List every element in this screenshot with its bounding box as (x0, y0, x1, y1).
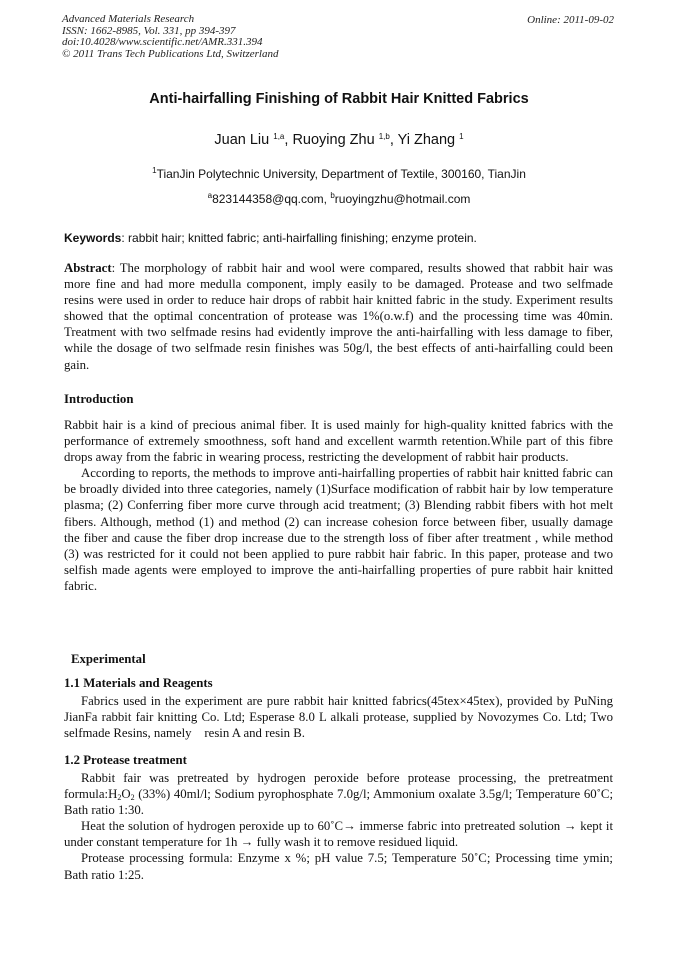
materials-body (64, 693, 617, 741)
protease-body (64, 770, 613, 883)
affiliation: $^1$TianJin Polytechnic University, Department of Textile, 300160, TianJin (152, 166, 526, 181)
subsection-heading-1-2: 1.2 Protease treatment (64, 753, 187, 767)
abstract: Abstract: The morphology of rabbit hair and wool were compared, results showed that rabbit hair was more fine and had more medulla component, imply easily to be damaged. Protease and two selfmade resins were used in order to reduce hair drops of rabbit hair knitted fabric in the study. Experiment results showed that the optimal concentration of protease was 1%(o.w.f) and the processing time was 40min. Treatment with two selfmade resins had evidently improve the anti-hairfalling with less damage to fiber, while the dosage of two selfmade resin finishes was 50g/l, the best effects of anti-hairfalling could been gain. (64, 261, 613, 372)
journal-name: Advanced Materials Research (62, 13, 195, 25)
author-list: Juan Liu $^{1,a}$, Ruoying Zhu $^{1,b}$, Yi Zhang $^1$ (214, 132, 464, 148)
author-emails: $^a$823144358@qq.com, $^b$ruoyingzhu@hotmail.com (207, 191, 471, 206)
keywords-label: Keywords (64, 231, 122, 245)
paragraph: Fabrics used in the experiment are pure rabbit hair knitted fabrics(45tex×45tex), provided by PuNing JianFa rabbit fair knitting Co. Ltd; Esperase 8.0 L alkali protease, supplied by Novozymes Co. Ltd; Two selfmade Resins, namely resin A and resin B. (64, 694, 617, 741)
section-heading-introduction: Introduction (64, 392, 134, 406)
copyright-line: © 2011 Trans Tech Publications Ltd, Switzerland (62, 47, 279, 60)
author-affil-mark: 1,b (378, 132, 390, 141)
paper-title: Anti-hairfalling Finishing of Rabbit Hair Knitted Fabrics (149, 91, 529, 107)
author-name: Juan Liu (214, 132, 270, 148)
author-name: Ruoying Zhu (292, 132, 375, 148)
online-date: Online: 2011-09-02 (527, 14, 614, 26)
author-affil-mark: 1 (459, 132, 464, 141)
introduction-body (64, 417, 613, 594)
paragraph: Heat the solution of hydrogen peroxide up to 60˚C→ immerse fabric into pretreated solution → kept it under constant temperature for 1h → fully wash it to remove residued liquid. (64, 819, 613, 850)
paragraph: Rabbit fair was pretreated by hydrogen peroxide before protease processing, the pretreatment $formula:H_2O_2$ (33%) 40ml/l; Sodium pyrophosphate 7.0g/l; Ammonium oxalate 3.5g/l; Temperature 60˚C; Bath ratio 1:30. (64, 771, 613, 818)
author-name: Yi Zhang (397, 132, 456, 148)
journal-header (62, 14, 278, 60)
keywords: Keywords: rabbit hair; knitted fabric; anti-hairfalling finishing; enzyme protein. (64, 231, 477, 245)
paragraph: According to reports, the methods to improve anti-hairfalling properties of rabbit hair knitted fabric can be broadly divided into three categories, namely (1)Surface modification of rabbit hair by low temperature plasma; (2) Conferring fiber more curve through acid treatment; (3) Blending rabbit fibers with hot melt fibers. Although, method (1) and method (2) can increase cohesion force between fiber, usually damage the fiber and cause the fiber drop increase due to the strength loss of fiber after treatment , while method (3) was restricted for it could not been applied to pure rabbit hair fabric. In this paper, protease and two selfish made agents were employed to improve the anti-hairfalling properties of pure rabbit hair knitted fabric. (64, 466, 613, 593)
paragraph: Protease processing formula: Enzyme x %; pH value 7.5; Temperature 50˚C; Processing time ymin; Bath ratio 1:25. (64, 851, 613, 882)
email-a: 823144358@qq.com, (212, 192, 331, 206)
doi-line: doi:10.4028/www.scientific.net/AMR.331.394 (62, 36, 263, 48)
email-b: ruoyingzhu@hotmail.com (334, 192, 471, 206)
subsection-heading-1-1: 1.1 Materials and Reagents (64, 676, 213, 690)
paragraph: Rabbit hair is a kind of precious animal fiber. It is used mainly for high-quality knitted fabrics with the performance of extremely smoothness, soft hand and excellent warmth retention.While part of this fibre drops away from the fabric in wearing process, restricting the development of rabbit hair products. (64, 418, 613, 465)
author-affil-mark: 1,a (273, 132, 285, 141)
section-heading-experimental: Experimental (71, 652, 146, 666)
issn-line: ISSN: 1662-8985, Vol. 331, pp 394-397 (62, 24, 236, 37)
abstract-label: Abstract (64, 261, 112, 275)
